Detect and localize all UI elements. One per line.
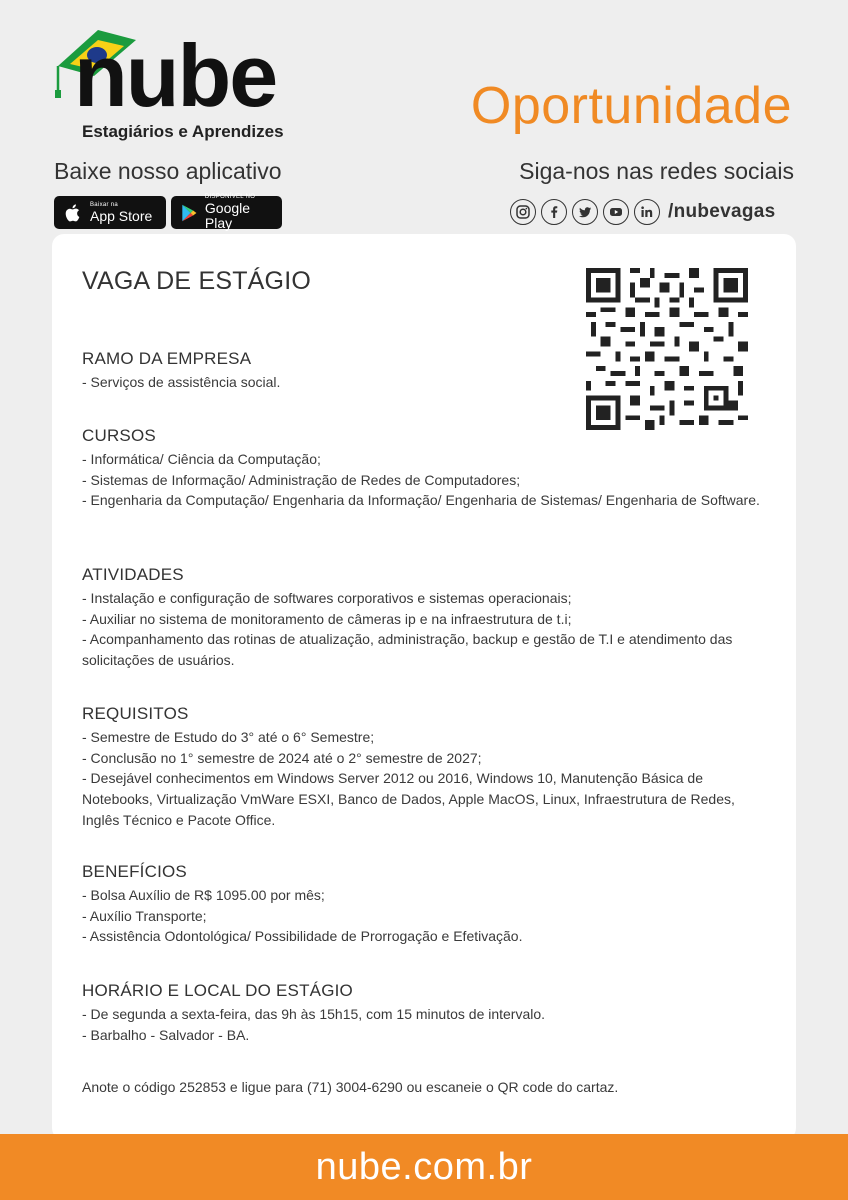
section-heading: REQUISITOS [82, 704, 189, 723]
linkedin-icon[interactable] [634, 199, 660, 225]
headline: Oportunidade [470, 77, 792, 135]
section-beneficios [82, 862, 772, 947]
section-line: - Desejável conhecimentos em Windows Server 2012 ou 2016, Windows 10, Manutenção Básica de Notebooks, Virtualização VmWare ESXI, Banco de Dados, Apple MacOS, Linux, Infraestrutura de Redes, Inglês Técnico e Pacote Office. [82, 770, 735, 828]
logo-wordmark: nube [74, 26, 277, 125]
google-play-small-text: DISPONÍVEL NO [204, 194, 256, 200]
section-line: - Semestre de Estudo do 3° até o 6° Semestre; [82, 729, 375, 745]
section-heading: BENEFÍCIOS [82, 862, 187, 881]
apple-icon [62, 202, 84, 224]
section-ramo-da-empresa [82, 349, 772, 393]
section-line: - Serviços de assistência social. [82, 374, 281, 390]
nube-logo [50, 28, 320, 146]
section-line: - Conclusão no 1° semestre de 2024 até o 2° semestre de 2027; [82, 749, 482, 766]
social-label: Siga-nos nas redes sociais [519, 158, 794, 184]
job-title: VAGA DE ESTÁGIO [82, 267, 311, 295]
section-line: - Auxiliar no sistema de monitoramento de câmeras ip e na infraestrutura de t.i; [82, 610, 572, 627]
website-link[interactable]: nube.com.br [315, 1145, 533, 1188]
contact-note: Anote o código 252853 e ligue para (71) 3004-6290 ou escaneie o QR code do cartaz. [82, 1079, 619, 1095]
section-line: - Informática/ Ciência da Computação; [82, 451, 321, 467]
section-heading: ATIVIDADES [82, 565, 184, 584]
section-line: - De segunda a sexta-feira, das 9h às 15h15, com 15 minutos de intervalo. [82, 1006, 546, 1022]
section-requisitos [82, 704, 772, 831]
twitter-icon[interactable] [572, 199, 598, 225]
section-line: - Assistência Odontológica/ Possibilidade de Prorrogação e Efetivação. [82, 928, 523, 945]
section-line: - Engenharia da Computação/ Engenharia da Informação/ Engenharia de Sistemas/ Engenharia de Software. [82, 492, 760, 509]
section-line: - Acompanhamento das rotinas de atualização, administração, backup e gestão de T.I e atendimento das solicitações de usuários. [82, 631, 733, 669]
section-heading: HORÁRIO E LOCAL DO ESTÁGIO [82, 981, 353, 1000]
social-handle[interactable]: /nubevagas [668, 201, 776, 222]
section-line: - Sistemas de Informação/ Administração de Redes de Computadores; [82, 471, 521, 488]
app-store-label: App Store [90, 207, 153, 224]
app-download-label: Baixe nosso aplicativo [54, 158, 282, 184]
section-atividades [82, 565, 772, 671]
google-play-button[interactable] [171, 196, 282, 229]
section-line: - Barbalho - Salvador - BA. [82, 1026, 250, 1043]
social-links [510, 199, 776, 225]
section-line: - Bolsa Auxílio de R$ 1095.00 por mês; [82, 887, 325, 903]
youtube-icon[interactable] [603, 199, 629, 225]
instagram-icon[interactable] [510, 199, 536, 225]
bottom-url-bar [0, 1134, 848, 1200]
google-play-icon [179, 202, 199, 224]
logo-subtitle: Estagiários e Aprendizes [82, 122, 284, 141]
section-heading: CURSOS [82, 426, 156, 445]
section-heading: RAMO DA EMPRESA [82, 349, 252, 368]
section-cursos [82, 426, 772, 511]
app-store-button[interactable] [54, 196, 166, 229]
section-line: - Auxílio Transporte; [82, 907, 207, 924]
google-play-label: Google Play [204, 200, 251, 231]
section-line: - Instalação e configuração de softwares corporativos e sistemas operacionais; [82, 590, 572, 606]
job-card [52, 234, 796, 1140]
app-store-small-text: Baixar na [90, 201, 119, 208]
facebook-icon[interactable] [541, 199, 567, 225]
section-horario-e-local [82, 981, 772, 1045]
